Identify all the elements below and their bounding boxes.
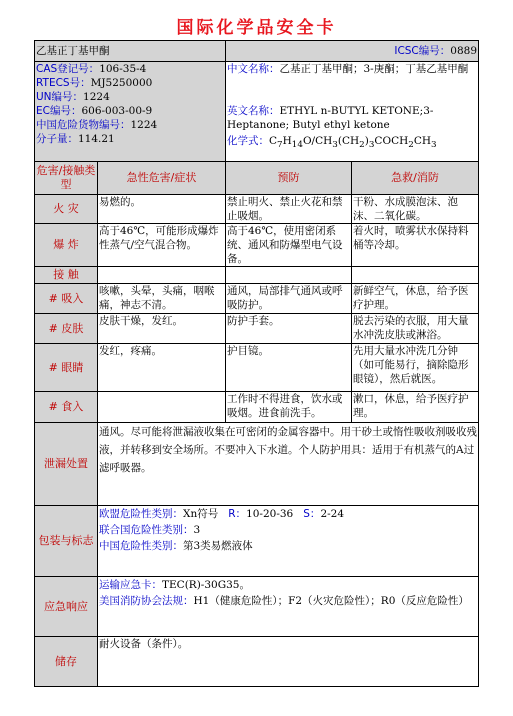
eyes-prevention: 护目镜。 xyxy=(226,344,352,392)
header-row xyxy=(35,41,479,62)
card-title: 国际化学品安全卡 xyxy=(176,18,337,38)
row-skin xyxy=(35,314,479,344)
packaging-text xyxy=(98,506,479,577)
un-number: UN编号：1224 xyxy=(36,91,110,103)
inhalation-acute: 咳嗽，头晕，头痛，咽喉痛，神志不清。 xyxy=(98,284,226,314)
explosion-acute: 高于46℃，可能形成爆炸性蒸气/空气混合物。 xyxy=(98,224,226,267)
inhalation-prevention: 通风，局部排气通风或呼吸防护。 xyxy=(226,284,352,314)
explosion-label: 爆 炸 xyxy=(35,224,98,267)
row-contact xyxy=(35,267,479,284)
skin-prevention: 防护手套。 xyxy=(226,314,352,344)
rtecs-number: RTECS号：MJ5250000 xyxy=(36,77,153,89)
eyes-acute: 发红，疼痛。 xyxy=(98,344,226,392)
explosion-prevention: 高于46℃，使用密闭系统、通风和防爆型电气设备。 xyxy=(226,224,352,267)
safety-card-table xyxy=(34,40,479,687)
english-name: 英文名称：ETHYL n-BUTYL KETONE;3-Heptanone; Butyl ethyl ketone xyxy=(227,105,434,131)
skin-label: # 皮肤 xyxy=(35,314,98,344)
skin-first-aid: 脱去污染的衣服，用大量水冲洗皮肤或淋浴。 xyxy=(352,314,479,344)
ec-number: EC编号：606-003-00-9 xyxy=(36,105,153,117)
un-hazard-class: 联合国危险性类别：3 xyxy=(99,524,201,536)
col-hazard-type: 危害/接触类型 xyxy=(35,162,98,195)
ingestion-label: # 食入 xyxy=(35,392,98,423)
storage-text: 耐火设备（条件）。 xyxy=(98,637,479,687)
col-first-aid: 急救/消防 xyxy=(352,162,479,195)
row-packaging xyxy=(35,506,479,577)
fire-acute: 易燃的。 xyxy=(98,195,226,224)
inhalation-label: # 吸入 xyxy=(35,284,98,314)
skin-acute: 皮肤干燥，发红。 xyxy=(98,314,226,344)
emergency-label: 应急响应 xyxy=(35,577,98,637)
china-dangerous-goods-number: 中国危险货物编号：1224 xyxy=(36,119,158,131)
spill-text: 通风。尽可能将泄漏液收集在可密闭的金属容器中。用干砂土或惰性吸收剂吸收残液，并转移到安全场所。不要冲入下水道。个人防护用具：适用于有机蒸气的A过滤呼吸器。 xyxy=(98,423,479,506)
row-explosion xyxy=(35,224,479,267)
names-cell xyxy=(226,62,479,162)
cas-number: CAS登记号：106-35-4 xyxy=(36,63,147,75)
chemical-formula: 化学式：$C_7H_{14}O/CH_3(CH_2)_3COCH_2CH_3$ xyxy=(227,135,437,151)
eu-hazard-class: 欧盟危险性类别：Xn符号 R：10-20-36 S：2-24 xyxy=(99,508,345,520)
col-prevention: 预防 xyxy=(226,162,352,195)
transport-emergency-card: 运输应急卡：TEC(R)-30G35。 xyxy=(99,579,250,591)
identifiers-cell xyxy=(35,62,226,162)
eyes-label: # 眼睛 xyxy=(35,344,98,392)
ingestion-prevention: 工作时不得进食，饮水或吸烟。进食前洗手。 xyxy=(226,392,352,423)
row-storage xyxy=(35,637,479,687)
contact-label: 接 触 xyxy=(35,267,98,284)
emergency-text xyxy=(98,577,479,637)
column-header-row xyxy=(35,162,479,195)
china-hazard-class: 中国危险性类别：第3类易燃液体 xyxy=(99,540,253,552)
row-emergency xyxy=(35,577,479,637)
packaging-label: 包装与标志 xyxy=(35,506,98,577)
col-acute-hazard: 急性危害/症状 xyxy=(98,162,226,195)
chemical-name: 乙基正丁基甲酮 xyxy=(35,41,226,62)
fire-prevention: 禁止明火、禁止火花和禁止吸烟。 xyxy=(226,195,352,224)
row-eyes xyxy=(35,344,479,392)
molecular-weight: 分子量：114.21 xyxy=(36,133,115,145)
icsc-number: ICSC编号：0889 xyxy=(226,41,479,62)
storage-label: 储存 xyxy=(35,637,98,687)
row-ingestion xyxy=(35,392,479,423)
chinese-name: 中文名称：乙基正丁基甲酮；3-庚酮；丁基乙基甲酮 xyxy=(227,63,469,75)
eyes-first-aid: 先用大量水冲洗几分钟（如可能易行，摘除隐形眼镜），然后就医。 xyxy=(352,344,479,392)
identity-row xyxy=(35,62,479,162)
row-inhalation xyxy=(35,284,479,314)
fire-first-aid: 干粉、水成膜泡沫、泡沫、二氧化碳。 xyxy=(352,195,479,224)
row-spill xyxy=(35,423,479,506)
inhalation-first-aid: 新鲜空气，休息，给予医疗护理。 xyxy=(352,284,479,314)
ingestion-acute xyxy=(98,392,226,423)
spill-label: 泄漏处置 xyxy=(35,423,98,506)
explosion-first-aid: 着火时，喷雾状水保持料桶等冷却。 xyxy=(352,224,479,267)
row-fire xyxy=(35,195,479,224)
fire-label: 火 灾 xyxy=(35,195,98,224)
nfpa-code: 美国消防协会法规：H1（健康危险性）；F2（火灾危险性）；R0（反应危险性） xyxy=(99,595,469,607)
ingestion-first-aid: 漱口，休息，给予医疗护理。 xyxy=(352,392,479,423)
